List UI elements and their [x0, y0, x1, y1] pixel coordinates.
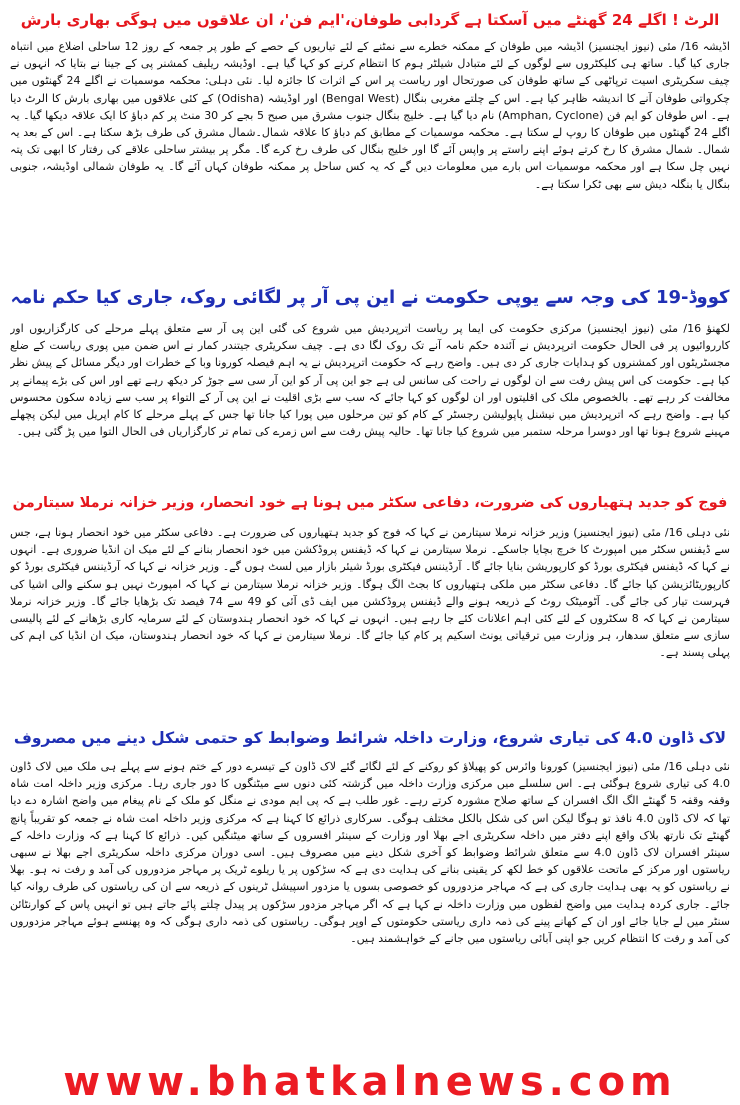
- article-lockdown-4: [10, 718, 730, 1058]
- headline-lockdown-4: لاک ڈاون 4.0 کی تیاری شروع، وزارت داخلہ شرائط وضوابط کو حتمی شکل دینے میں مصروف: [13, 729, 727, 747]
- article-up-npr: [10, 276, 730, 482]
- article-cyclone-alert: [10, 2, 730, 276]
- headline-cyclone-alert: الرٹ ! اگلے 24 گھنٹے میں آسکتا ہے گردابی طوفان،'ایم فن'، ان علاقوں میں ہوگی بھاری بارش: [20, 11, 720, 29]
- headline-defence-self-reliance: فوج کو جدید ہتھیاروں کی ضرورت، دفاعی سکٹر میں ہونا ہے خود انحصار، وزیر خزانہ نرملا سیتارمن: [12, 495, 728, 511]
- footer-website-url[interactable]: www.bhatkalnews.com: [63, 1059, 677, 1105]
- footer-banner: [0, 1060, 740, 1104]
- article-defence-self-reliance: [10, 482, 730, 718]
- body-defence-self-reliance: نئی دہلی 16/ مئی (نیوز ایجنسیز) وزیر خزانہ نرملا سیتارمن نے کہا کہ فوج کو جدید ہتھیاروں کی ضرورت ہے۔ دفاعی سکٹر میں خود انحصار ہونا ہے، جس سے ڈیفنس سکٹر میں امپورٹ کا خرچ بچایا جاسکے۔ نرملا سیتارمن نے کہا کہ ڈیفنس پروڈکشن میں خود انحصار بنانے کے لئے میک ان انڈیا ضروری ہے۔ انہوں نے کہا کہ ڈیفنس فیکٹری بورڈ کو کارپوریشن بنایا جائے گا۔ آرڈیننس فیکٹری بورڈ شیئر بازار میں لسٹ ہوں گے۔ وزیر خزانہ نے کہا کہ آرڈیننس فیکٹری بورڈ کو کارپوریٹائزیشن کیا جائے گا۔ دفاعی سکٹر میں ملکی ہتھیاروں کا بجٹ الگ ہوگا۔ وزیر خزانہ نرملا سیتارمن نے کہا کہ امپورٹ نہیں ہو سکنے والی اشیا کی فہرست تیار کی جائے گی۔ آٹومیٹک روٹ کے ذریعہ ہونے والے ڈیفنس پروڈکشن میں ایف ڈی آئی کو 49 سے 74 فیصد تک بڑھایا جائے گا۔ وزیر خزانہ نرملا سیتارمن نے کہا کہ 8 سکٹروں کے لئے کئی اہم اعلانات کئے جا رہے ہیں۔ انہوں نے کہا کہ خود انحصار ہندوستان کے لئے سرمایہ کاری بڑھانے کے لئے پالیسی سازی سے متعلق سدھار، ہر وزارت میں ترقیاتی یونٹ اسکیم پر کام کیا جائے گا۔ نرملا سیتارمن نے کہا کہ خود انحصار ہندوستان، میک ان انڈیا کی اہم کی پہلی پسند ہے۔: [10, 526, 730, 660]
- body-cyclone-alert: اڈیشہ 16/ مئی (نیوز ایجنسیز) اڈیشہ میں طوفان کے ممکنہ خطرے سے نمٹنے کے لئے تیاریوں کے حصے کے طور پر جمعہ کے روز 12 ساحلی اضلاع میں انتباہ جاری کیا گیا۔ ساتھ ہی کلیکٹروں سے لوگوں کے لئے متبادل شیلٹر ہوم کا انتظام کرنے کو کہا گیا ہے۔ اوڈیشہ ریلیف کمشنر پی کے جینا نے بتایا کہ انہوں نے چیف سکریٹری اسیت ترپاٹھی کے ساتھ طوفان کی صورتحال اور ریاست پر اس کے اثرات کا جائزہ لیا۔ نئی دہلی: محکمہ موسمیات نے اگلے 24 گھنٹوں میں چکرواتی طوفان آنے کا اندیشہ ظاہر کیا ہے۔ اس کے چلتے مغربی بنگال (Bengal West) اور اوڈیشہ (Odisha) کے کئی علاقوں میں بھاری بارش کا الرٹ دیا ہے۔ اس طوفان کو ایم فن (Amphan, Cyclone) نام دیا گیا ہے۔ خلیج بنگال جنوب مشرق میں صبح 5 بجے کر 30 منٹ پر کم دباؤ کا ایک علاقہ دیکھا گیا۔ یہ اگلے 24 گھنٹوں میں طوفان کا روپ لے سکتا ہے۔ محکمہ موسمیات کے مطابق کم دباؤ کا علاقہ شمال۔شمال مشرق کی طرف بڑھ سکتا ہے۔ اس کے بعد یہ شمال۔ شمال مشرق کا رخ کرتے ہوئے اپنے راستے پر واپس آئے گا اور خلیج بنگال کی طرف رخ کرے گا۔ مگر پر بیشتر ساحلی علاقے کی رفتار کا ابھی تک پتہ نہیں چل سکا ہے اور محکمہ موسمیات اس بارے میں معلومات دیں گے کہ یہ کس ساحل پر ممکنہ طوفان کہاں آئے گا۔ یہ طوفان شمالی اوڈیشہ، جنوبی بنگال یا بنگلہ دیش سے بھی ٹکرا سکتا ہے۔: [10, 40, 730, 191]
- body-up-npr: لکھنؤ 16/ مئی (نیوز ایجنسیز) مرکزی حکومت کی ایما پر ریاست اترپردیش میں شروع کی گئی این پی آر سے متعلق پہلے مرحلے کی کارگزاریوں اور کارروائیوں پر فی الحال حکومت اترپردیش نے آئندہ حکم نامہ آنے تک روک لگا دی ہے۔ چیف سکریٹری جیتندر کمار نے اس ضمن میں پوری ریاست کے ضلع مجسٹریٹوں اور کمشنروں کو ہدایات جاری کر دی ہیں۔ واضح رہے کہ حکومت اترپردیش نے یہ اہم فیصلہ کورونا وبا کے خطرات اور دیگر مسائل کے پیش نظر کیا ہے۔ حکومت کی اس پیش رفت سے ان لوگوں نے راحت کی سانس لی ہے جو این پی آر کو این آر سی سے جوڑ کر دیکھ رہے تھے اور اس کی بڑے پیمانے پر مخالفت کر رہے تھے۔ بالخصوص ملک کی اقلیتوں اور ان لوگوں کو کہا جائے کہ سب سے بڑی اقلیت نے این پی آر کے التواء پر سب سے زیادہ سکون محسوس کیا ہے۔ واضح رہے کہ اترپردیش میں نیشنل پاپولیشن رجسٹر کے کام کو تین مرحلوں میں پورا کیا جانا تھا جس کے پہلے مرحلے کا کام اپریل میں لیکن پچھلے مہینے شروع ہونا تھا اور دوسرا مرحلہ ستمبر میں شروع کیا جانا تھا۔ حالیہ پیش رفت سے اس زمرے کی تمام تر کارگزاریاں فی الحال التوا میں پڑ گئی ہیں۔: [10, 322, 730, 439]
- body-lockdown-4: نئی دہلی 16/ مئی (نیوز ایجنسیز) کورونا وائرس کو پھیلاؤ کو روکنے کے لئے لگائے گئے لاک ڈاون کے تیسرے دور کے ختم ہونے سے پہلے ہی ملک میں لاک ڈاون 4.0 کی تیاری شروع ہوگئی ہے۔ اس سلسلے میں مرکزی وزارت داخلہ میں گزشتہ کئی دنوں سے میٹنگوں کا دور جاری رہا۔ مرکزی وزیر داخلہ امت شاہ وقفہ وقفہ 5 گھنٹے الگ الگ افسران کے ساتھ صلاح مشورہ کرتے رہے۔ غور طلب ہے کہ پی ایم مودی نے منگل کو ملک کے نام پیغام میں واضح اشارہ دے دیا تھا کہ لاک ڈاون 4.0 نافذ تو ہوگا لیکن اس کی شکل بالکل مختلف ہوگی۔ سرکاری ذرائع کا کہنا ہے کہ مرکزی وزیر داخلہ امت شاہ نے جمعہ کو تقریباً پانچ گھنٹے تک نارتھ بلاک واقع اپنے دفتر میں داخلہ سکریٹری اجے بھلا اور وزارت کے سینئر افسروں کے ساتھ میٹنگیں کیں۔ ذرائع کا کہنا ہے کہ وزارت داخلہ کے سینئر افسران لاک ڈاون 4.0 سے متعلق شرائط وضوابط کو آخری شکل دینے میں مصروف ہیں۔ اسی دوران مرکزی داخلہ سکریٹری اجے بھلا نے سبھی ریاستوں اور مرکز کے ماتحت علاقوں کو خط لکھ کر یقینی بنانے کی ہدایت دی ہے کہ سڑکوں پر یا ریلوے ٹریک پر مہاجر مزدوروں کی آمد و رفت نہ ہو۔ بھلا نے ریاستوں کو یہ بھی ہدایت جاری کی ہے کہ مہاجر مزدوروں کو خصوصی بسوں یا مزدور اسپیشل ٹرینوں کے ذریعہ سے ان کی ریاستوں کی طرف روانہ کیا جائے۔ جاری کردہ ہدایت میں واضح لفظوں میں وزارت داخلہ نے کہا ہے کہ اگر مہاجر مزدور سڑکوں پر پیدل چلتے پائے جاتے ہیں تو انہیں پاس کے کوارنٹائن سنٹر میں لے جایا جائے اور ان کے کھانے پینے کی ذمہ داری ریاستی حکومتوں کے اوپر ہوگی۔ ریاستوں کی ذمہ داری ہوگی کہ وہ پھنسے ہوئے مہاجر مزدوروں کی آمد و رفت کا انتظام کریں جو اپنی آبائی ریاستوں میں جانے کے خواہشمند ہیں۔: [10, 760, 730, 946]
- headline-up-npr: کووڈ-19 کی وجہ سے یوپی حکومت نے این پی آر پر لگائی روک، جاری کیا حکم نامہ: [10, 287, 730, 308]
- news-page: [0, 2, 740, 1104]
